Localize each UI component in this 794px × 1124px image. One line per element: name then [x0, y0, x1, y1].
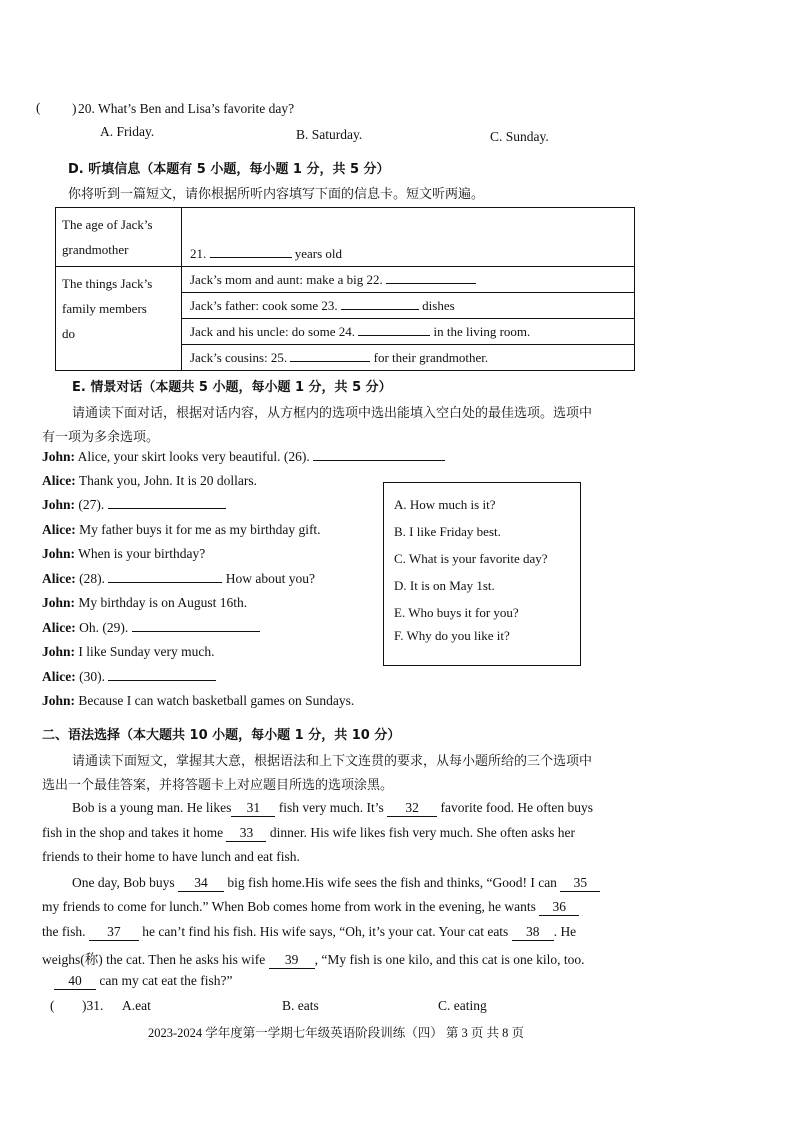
- blank-36[interactable]: 36: [539, 899, 579, 916]
- line-24-suffix: in the living room.: [433, 324, 531, 339]
- dialogue-line: [42, 473, 257, 489]
- question-20-option-c: C. Sunday.: [490, 129, 549, 144]
- dialogue-line-28: [42, 571, 315, 587]
- info-card-line-22: [182, 267, 635, 293]
- question-31-option-b: B. eats: [282, 998, 319, 1013]
- dialogue-text: Because I can watch basketball games on Sundays.: [78, 693, 355, 708]
- section-2-instruction-1: 请通读下面短文，掌握其大意，根据语法和上下文连贯的要求，从每小题所给的三个选项中: [72, 754, 593, 769]
- dialogue-text: Oh. (29).: [79, 620, 129, 635]
- line-23-suffix: dishes: [422, 298, 455, 313]
- line-25-text: Jack’s cousins: 25.: [190, 350, 288, 365]
- passage-text: fish in the shop and takes it home: [42, 825, 224, 840]
- option-d: D. It is on May 1st.: [394, 578, 495, 593]
- section-d-title: D. 听填信息（本题有 5 小题，每小题 1 分，共 5 分）: [68, 162, 390, 177]
- dialogue-line: [42, 595, 247, 611]
- blank-26[interactable]: [313, 449, 445, 461]
- blank-34[interactable]: 34: [178, 875, 224, 892]
- info-label-line: do: [62, 326, 75, 341]
- info-card-things-label: [56, 267, 182, 371]
- blank-29[interactable]: [132, 620, 260, 632]
- blank-27[interactable]: [108, 497, 226, 509]
- passage-text: the fish.: [42, 924, 86, 939]
- question-20-option-b: B. Saturday.: [296, 127, 363, 142]
- blank-37[interactable]: 37: [89, 924, 139, 941]
- blank-33[interactable]: 33: [226, 825, 266, 842]
- passage-text: my friends to come for lunch.” When Bob comes home from work in the evening, he wants: [42, 899, 536, 914]
- info-card-table: [55, 207, 635, 371]
- passage-text: , “My fish is one kilo, and this cat is one kilo, too.: [314, 952, 585, 967]
- dialogue-line: [42, 546, 205, 562]
- info-card-age-value: [182, 208, 635, 267]
- passage-line: [42, 924, 576, 941]
- dialogue-text: (27).: [78, 497, 105, 512]
- speaker-label: Alice:: [42, 522, 76, 537]
- dialogue-line-29: [42, 620, 260, 636]
- section-d-instruction: 你将听到一篇短文，请你根据所听内容填写下面的信息卡。短文听两遍。: [68, 187, 485, 202]
- speaker-label: John:: [42, 449, 76, 464]
- answer-paren-open: (: [36, 100, 41, 115]
- dialogue-line-30: [42, 669, 216, 685]
- speaker-label: John:: [42, 693, 76, 708]
- dialogue-text: (28).: [79, 571, 105, 586]
- dialogue-text: (30).: [79, 669, 105, 684]
- speaker-label: Alice:: [42, 571, 76, 586]
- option-e: E. Who buys it for you?: [394, 605, 519, 620]
- question-31-number: )31.: [82, 998, 104, 1013]
- blank-22[interactable]: [386, 272, 476, 284]
- info-card-line-24: [182, 319, 635, 345]
- passage-text: . He: [553, 924, 577, 939]
- info-card-line-23: [182, 293, 635, 319]
- dialogue-line: [42, 644, 215, 660]
- section-e-instruction-2: 有一项为多余选项。: [42, 430, 160, 445]
- passage-line: [54, 973, 232, 990]
- blank-40[interactable]: 40: [54, 973, 96, 990]
- speaker-label: John:: [42, 546, 76, 561]
- speaker-label: Alice:: [42, 620, 76, 635]
- blank-28[interactable]: [108, 571, 222, 583]
- passage-line: [42, 849, 300, 865]
- section-2-instruction-2: 选出一个最佳答案，并将答题卡上对应题目所选的选项涂黑。: [42, 778, 394, 793]
- dialogue-line-27: [42, 497, 226, 513]
- options-box: [383, 482, 581, 666]
- passage-text: friends to their home to have lunch and eat fish.: [42, 849, 300, 864]
- passage-text: One day, Bob buys: [72, 875, 175, 890]
- passage-text: can my cat eat the fish?”: [99, 973, 233, 988]
- dialogue-text: Thank you, John. It is 20 dollars.: [78, 473, 257, 488]
- option-f: F. Why do you like it?: [394, 628, 510, 643]
- info-label-line: The things Jack’s: [62, 276, 153, 291]
- line-22-text: Jack’s mom and aunt: make a big 22.: [190, 272, 383, 287]
- blank-21-number: 21.: [190, 246, 207, 261]
- passage-line: [42, 948, 585, 969]
- dialogue-text-after: How about you?: [225, 571, 315, 586]
- blank-24[interactable]: [358, 324, 430, 336]
- speaker-label: John:: [42, 595, 76, 610]
- dialogue-text: My birthday is on August 16th.: [78, 595, 248, 610]
- answer-paren-open: (: [50, 998, 55, 1013]
- speaker-label: John:: [42, 644, 76, 659]
- speaker-label: Alice:: [42, 669, 76, 684]
- dialogue-text: I like Sunday very much.: [78, 644, 215, 659]
- passage-line: [72, 875, 600, 892]
- option-a: A. How much is it?: [394, 497, 496, 512]
- question-20-stem: 20. What’s Ben and Lisa’s favorite day?: [78, 101, 295, 116]
- dialogue-line: [42, 522, 321, 538]
- section-e-instruction-1: 请通读下面对话，根据对话内容，从方框内的选项中选出能填入空白处的最佳选项。选项中: [72, 406, 593, 421]
- dialogue-text: Alice, your skirt looks very beautiful. (26).: [77, 449, 310, 464]
- passage-text: big fish home.His wife sees the fish and thinks, “Good! I can: [227, 875, 557, 890]
- option-c: C. What is your favorite day?: [394, 551, 548, 566]
- dialogue-line-26: [42, 449, 445, 465]
- passage-line: [72, 800, 593, 817]
- question-20-option-a: A. Friday.: [100, 124, 155, 139]
- line-24-text: Jack and his uncle: do some 24.: [190, 324, 355, 339]
- blank-25[interactable]: [290, 350, 370, 362]
- line-23-text: Jack’s father: cook some 23.: [190, 298, 338, 313]
- dialogue-text: When is your birthday?: [78, 546, 206, 561]
- section-2-title: 二、语法选择（本大题共 10 小题，每小题 1 分，共 10 分）: [42, 728, 401, 743]
- blank-30[interactable]: [108, 669, 216, 681]
- blank-21-suffix: years old: [294, 246, 343, 261]
- passage-line: [42, 899, 579, 916]
- passage-text: he can’t find his fish. His wife says, “Oh, it’s your cat. Your cat eats: [142, 924, 509, 939]
- speaker-label: Alice:: [42, 473, 76, 488]
- passage-text: weighs(称) the cat. Then he asks his wife: [42, 952, 266, 967]
- blank-21[interactable]: [210, 246, 292, 258]
- speaker-label: John:: [42, 497, 76, 512]
- info-label-line: family members: [62, 301, 147, 316]
- page-footer: 2023-2024 学年度第一学期七年级英语阶段训练（四） 第 3 页 共 8 页: [148, 1026, 525, 1040]
- passage-text: fish very much. It’s: [278, 800, 384, 815]
- dialogue-text: My father buys it for me as my birthday gift.: [79, 522, 321, 537]
- blank-23[interactable]: [341, 298, 419, 310]
- info-label-line: grandmother: [62, 242, 129, 257]
- line-25-suffix: for their grandmother.: [373, 350, 489, 365]
- passage-text: Bob is a young man. He likes: [72, 800, 232, 815]
- dialogue-line: [42, 693, 354, 709]
- passage-text: dinner. His wife likes fish very much. She often asks her: [269, 825, 576, 840]
- blank-35[interactable]: 35: [560, 875, 600, 892]
- info-label-line: The age of Jack’s: [62, 217, 153, 232]
- info-card-age-label: [56, 208, 182, 267]
- passage-text: favorite food. He often buys: [440, 800, 594, 815]
- blank-31[interactable]: 31: [231, 800, 275, 817]
- blank-39[interactable]: 39: [269, 952, 315, 969]
- question-31-option-c: C. eating: [438, 998, 487, 1013]
- blank-32[interactable]: 32: [387, 800, 437, 817]
- info-card-line-25: [182, 345, 635, 371]
- answer-paren-close: ): [72, 101, 77, 116]
- passage-line: [42, 825, 575, 842]
- section-e-title: E. 情景对话（本题共 5 小题，每小题 1 分，共 5 分）: [72, 380, 392, 395]
- blank-38[interactable]: 38: [512, 924, 554, 941]
- question-31-option-a: A.eat: [122, 998, 151, 1013]
- option-b: B. I like Friday best.: [394, 524, 501, 539]
